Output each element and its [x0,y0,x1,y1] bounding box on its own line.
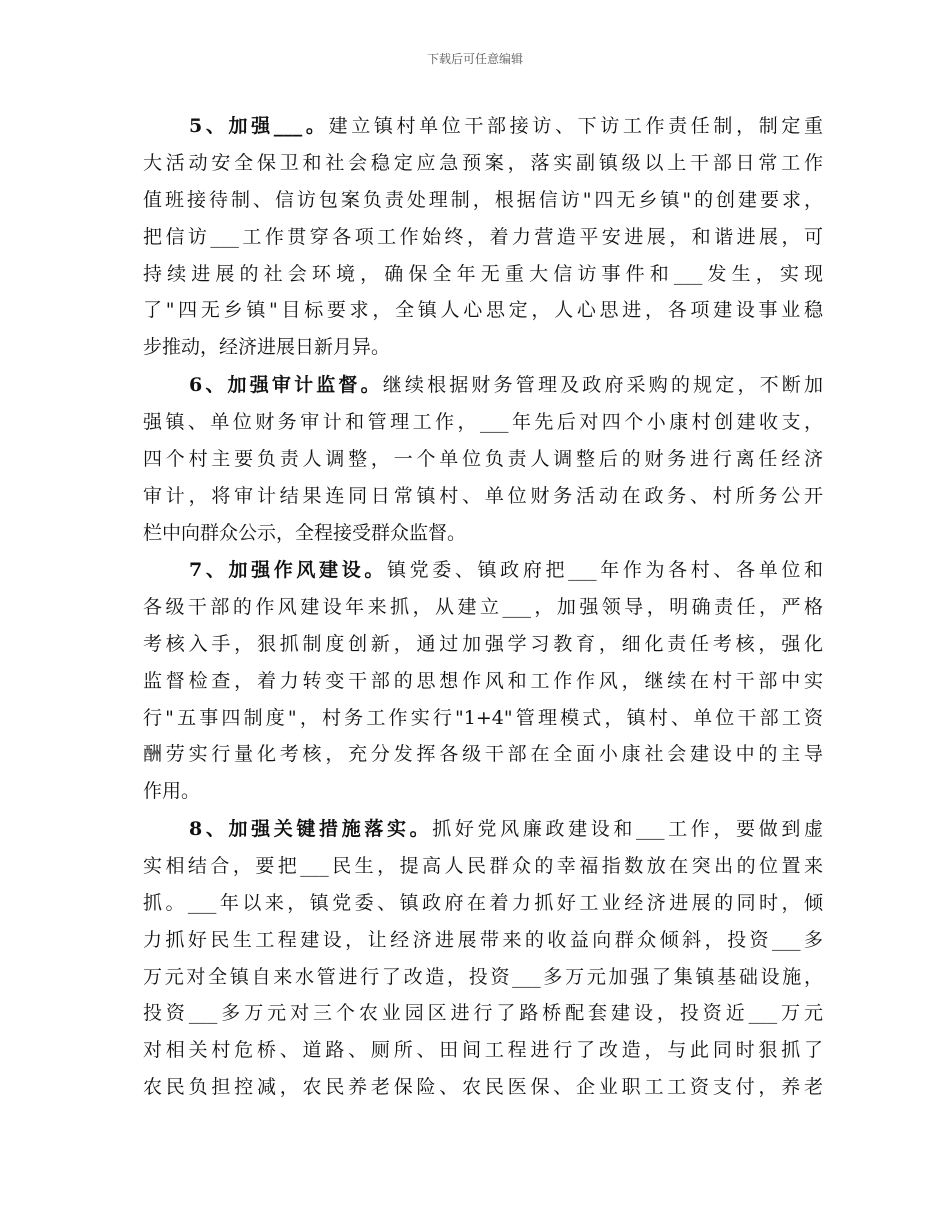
paragraph-line: 持续进展的社会环境，确保全年无重大信访事件和___发生，实现 [143,262,823,285]
paragraph-line: 抓。___年以来，镇党委、镇政府在着力抓好工业经济进展的同时，倾 [143,891,823,914]
paragraph-line: 投资___多万元对三个农业园区进行了路桥配套建设，投资近___万元 [143,1002,823,1025]
paragraph-line: 对相关村危桥、道路、厕所、田间工程进行了改造，与此同时狠抓了 [143,1039,823,1062]
section-8 [143,811,823,1106]
section-6 [143,367,823,551]
paragraph-line: 栏中向群众公示，全程接受群众监督。 [143,521,467,544]
paragraph-line: 审计，将审计结果连同日常镇村、单位财务活动在政务、村所务公开 [143,484,823,507]
paragraph-line: 各级干部的作风建设年来抓，从建立___，加强领导，明确责任，严格 [143,595,823,618]
paragraph-line: 万元对全镇自来水管进行了改造，投资___多万元加强了集镇基础设施， [143,965,823,988]
paragraph-line [143,552,823,589]
paragraph-text: 建立镇村单位干部接访、下访工作责任制，制定重 [328,115,823,137]
paragraph-line: 实相结合，要把___民生，提高人民群众的幸福指数放在突出的位置来 [143,854,823,877]
paragraph-line: 值班接待制、信访包案负责处理制，根据信访"四无乡镇"的创建要求， [143,188,823,211]
section-heading: 6、加强审计监督。 [189,374,383,396]
section-heading: 8、加强关键措施落实。 [189,818,433,840]
section-heading: 5、加强___。 [189,115,329,137]
section-7 [143,552,823,810]
paragraph-line: 酬劳实行量化考核，充分发挥各级干部在全面小康社会建设中的主导 [143,743,823,766]
paragraph-line: 行"五事四制度"，村务工作实行"1+4"管理模式，镇村、单位干部工资 [143,706,823,729]
paragraph-line: 四个村主要负责人调整，一个单位负责人调整后的财务进行离任经济 [143,447,823,470]
paragraph-line [143,811,823,848]
paragraph-line: 考核入手，狠抓制度创新，通过加强学习教育，细化责任考核，强化 [143,632,823,655]
paragraph-text: 抓好党风廉政建设和___工作，要做到虚 [432,818,823,840]
paragraph-line: 大活动安全保卫和社会稳定应急预案，落实副镇级以上干部日常工作 [143,151,823,174]
paragraph-line: 了"四无乡镇"目标要求，全镇人心思定，人心思进，各项建设事业稳 [143,299,823,322]
paragraph-line: 监督检查，着力转变干部的思想作风和工作作风，继续在村干部中实 [143,669,823,692]
section-5 [143,108,823,366]
section-heading: 7、加强作风建设。 [189,559,387,581]
paragraph-line [143,367,823,404]
paragraph-line [143,108,823,145]
page-header: 下载后可任意编辑 [426,52,523,66]
paragraph-line: 农民负担控减，农民养老保险、农民医保、企业职工工资支付，养老 [143,1076,823,1099]
paragraph-line: 强镇、单位财务审计和管理工作，___年先后对四个小康村创建收支， [143,410,823,433]
paragraph-text: 镇党委、镇政府把___年作为各村、各单位和 [386,559,823,581]
paragraph-line: 步推动，经济进展日新月异。 [143,336,391,359]
paragraph-line: 作用。 [143,780,201,803]
paragraph-line: 把信访___工作贯穿各项工作始终，着力营造平安进展，和谐进展，可 [143,225,823,248]
paragraph-text: 继续根据财务管理及政府采购的规定，不断加 [382,374,823,396]
paragraph-line: 力抓好民生工程建设，让经济进展带来的收益向群众倾斜，投资___多 [143,928,823,951]
